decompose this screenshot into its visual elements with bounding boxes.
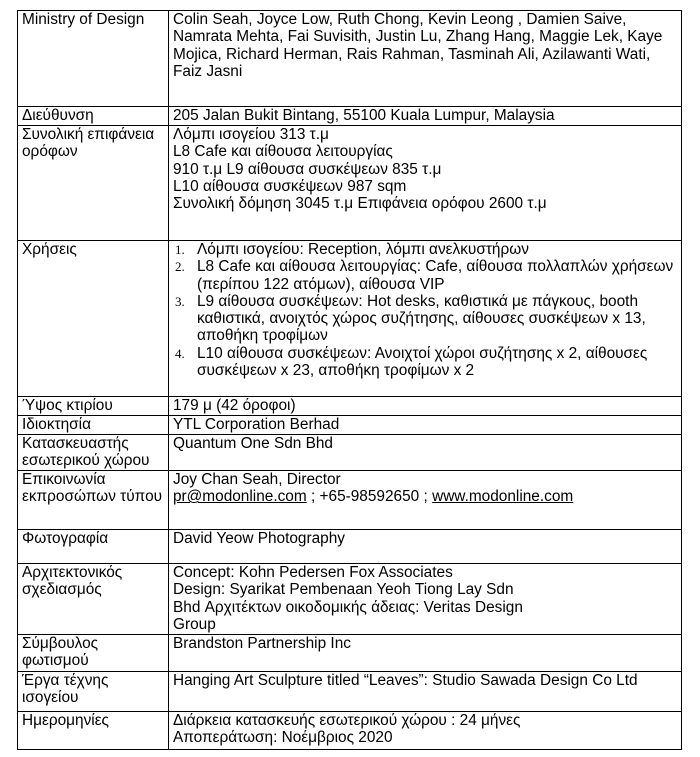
row-label: Ιδιοκτησία <box>18 416 169 435</box>
table-row-lighting <box>18 635 682 672</box>
row-value <box>169 416 682 435</box>
contractor-text: Quantum One Sdn Bhd <box>173 435 333 452</box>
row-value <box>169 11 682 107</box>
row-value <box>169 397 682 416</box>
list-number: 2. <box>175 259 185 275</box>
row-value <box>169 672 682 712</box>
row-label: Διεύθυνση <box>18 107 169 126</box>
address-text: 205 Jalan Bukit Bintang, 55100 Kuala Lumpur, Malaysia <box>173 107 555 124</box>
area-line: L10 αίθουσα συσκέψεων 987 sqm <box>173 177 407 195</box>
list-item-text: L9 αίθουσα συσκέψεων: Hot desks, καθιστικά με πάγκους, booth καθιστικά, ανοιχτός χώρος συζήτησης, αίθουσες συσκέψεων x 13, αποθήκη τροφίμων <box>197 292 646 345</box>
list-item <box>173 258 677 293</box>
row-label: Αρχιτεκτονικός σχεδιασμός <box>18 564 169 635</box>
table-row-press-contact <box>18 471 682 530</box>
row-value <box>169 530 682 564</box>
table-row-height <box>18 397 682 416</box>
table-row-architecture <box>18 564 682 635</box>
list-item <box>173 345 677 380</box>
row-label: Ύψος κτιρίου <box>18 397 169 416</box>
website-link[interactable]: www.modonline.com <box>432 488 574 506</box>
row-label: Χρήσεις <box>18 241 169 397</box>
row-label: Ministry of Design <box>18 11 169 107</box>
completion-text: Αποπεράτωση: Νοέμβριος 2020 <box>173 729 393 747</box>
list-number: 4. <box>175 345 185 361</box>
contact-details <box>173 488 677 505</box>
height-text: 179 μ (42 όροφοι) <box>173 397 296 414</box>
artwork-text: Hanging Art Sculpture titled “Leaves”: Studio Sawada Design Co Ltd <box>173 672 638 689</box>
list-item <box>173 293 677 345</box>
table-row-artwork <box>18 672 682 712</box>
row-label: Φωτογραφία <box>18 530 169 564</box>
row-value <box>169 712 682 750</box>
table-row-address <box>18 107 682 126</box>
list-item <box>173 241 677 258</box>
row-value <box>169 635 682 672</box>
photography-text: David Yeow Photography <box>173 530 345 547</box>
row-value <box>169 241 682 397</box>
table-row-contractor <box>18 435 682 471</box>
area-line: Λόμπι ισογείου 313 τ.μ <box>173 126 329 143</box>
row-label: Έργα τέχνης ισογείου <box>18 672 169 712</box>
table-row-dates <box>18 712 682 750</box>
table-row-photography <box>18 530 682 564</box>
list-number: 3. <box>175 293 185 309</box>
contact-name: Joy Chan Seah, Director <box>173 471 341 488</box>
design-text: Design: Syarikat Pembenaan Yeoh Tiong Lay Sdn Bhd Αρχιτέκτων οικοδομικής άδειας: Veritas Design Group <box>173 581 523 633</box>
list-number: 1. <box>175 242 185 257</box>
area-line: 910 τ.μ L9 αίθουσα συσκέψεων 835 τ.μ <box>173 160 442 178</box>
row-label: Κατασκευαστής εσωτερικού χώρου <box>18 435 169 471</box>
team-members-last: Faiz Jasni <box>173 62 243 80</box>
table-row-owner <box>18 416 682 435</box>
row-label: Επικοινωνία εκπροσώπων τύπου <box>18 471 169 530</box>
row-value <box>169 126 682 241</box>
uses-list <box>173 241 677 379</box>
owner-text: YTL Corporation Berhad <box>173 416 340 433</box>
row-value <box>169 107 682 126</box>
area-line: Συνολική δόμηση 3045 τ.μ Επιφάνεια ορόφου 2600 τ.μ <box>173 195 547 213</box>
list-item-text: L8 Cafe και αίθουσα λειτουργίας: Cafe, αίθουσα πολλαπλών χρήσεων (περίπου 122 ατόμων), αίθουσα VIP <box>197 258 674 293</box>
row-label: Σύμβουλος φωτισμού <box>18 635 169 672</box>
row-value <box>169 435 682 471</box>
phone-text: ; +65-98592650 ; <box>310 488 428 506</box>
list-item-text: Λόμπι ισογείου: Reception, λόμπι ανελκυστήρων <box>197 241 529 258</box>
project-info-table <box>17 10 682 750</box>
area-line: L8 Cafe και αίθουσα λειτουργίας <box>173 143 393 161</box>
row-label: Συνολική επιφάνεια ορόφων <box>18 126 169 241</box>
lighting-text: Brandston Partnership Inc <box>173 635 351 652</box>
table-row-floor-area <box>18 126 682 241</box>
duration-text: Διάρκεια κατασκευής εσωτερικού χώρου : 24 μήνες <box>173 712 521 729</box>
email-link[interactable]: pr@modonline.com <box>173 488 307 506</box>
row-value <box>169 564 682 635</box>
table-row-uses <box>18 241 682 397</box>
list-item-text: L10 αίθουσα συσκέψεων: Ανοιχτοί χώροι συζήτησης x 2, αίθουσες συσκέψεων x 23, αποθήκη τροφίμων x 2 <box>197 344 648 380</box>
concept-text: Concept: Kohn Pedersen Fox Associates <box>173 564 453 581</box>
table-row-team <box>18 11 682 107</box>
team-members: Colin Seah, Joyce Low, Ruth Chong, Kevin Leong , Damien Saive, Namrata Mehta, Fai Suvisith, Justin Lu, Zhang Hang, Maggie Lek, Kaye Mojica, Richard Herman, Rais Rahman, Tasminah Ali, Azilawanti Wati, <box>173 11 663 63</box>
row-value <box>169 471 682 530</box>
row-label: Ημερομηνίες <box>18 712 169 750</box>
